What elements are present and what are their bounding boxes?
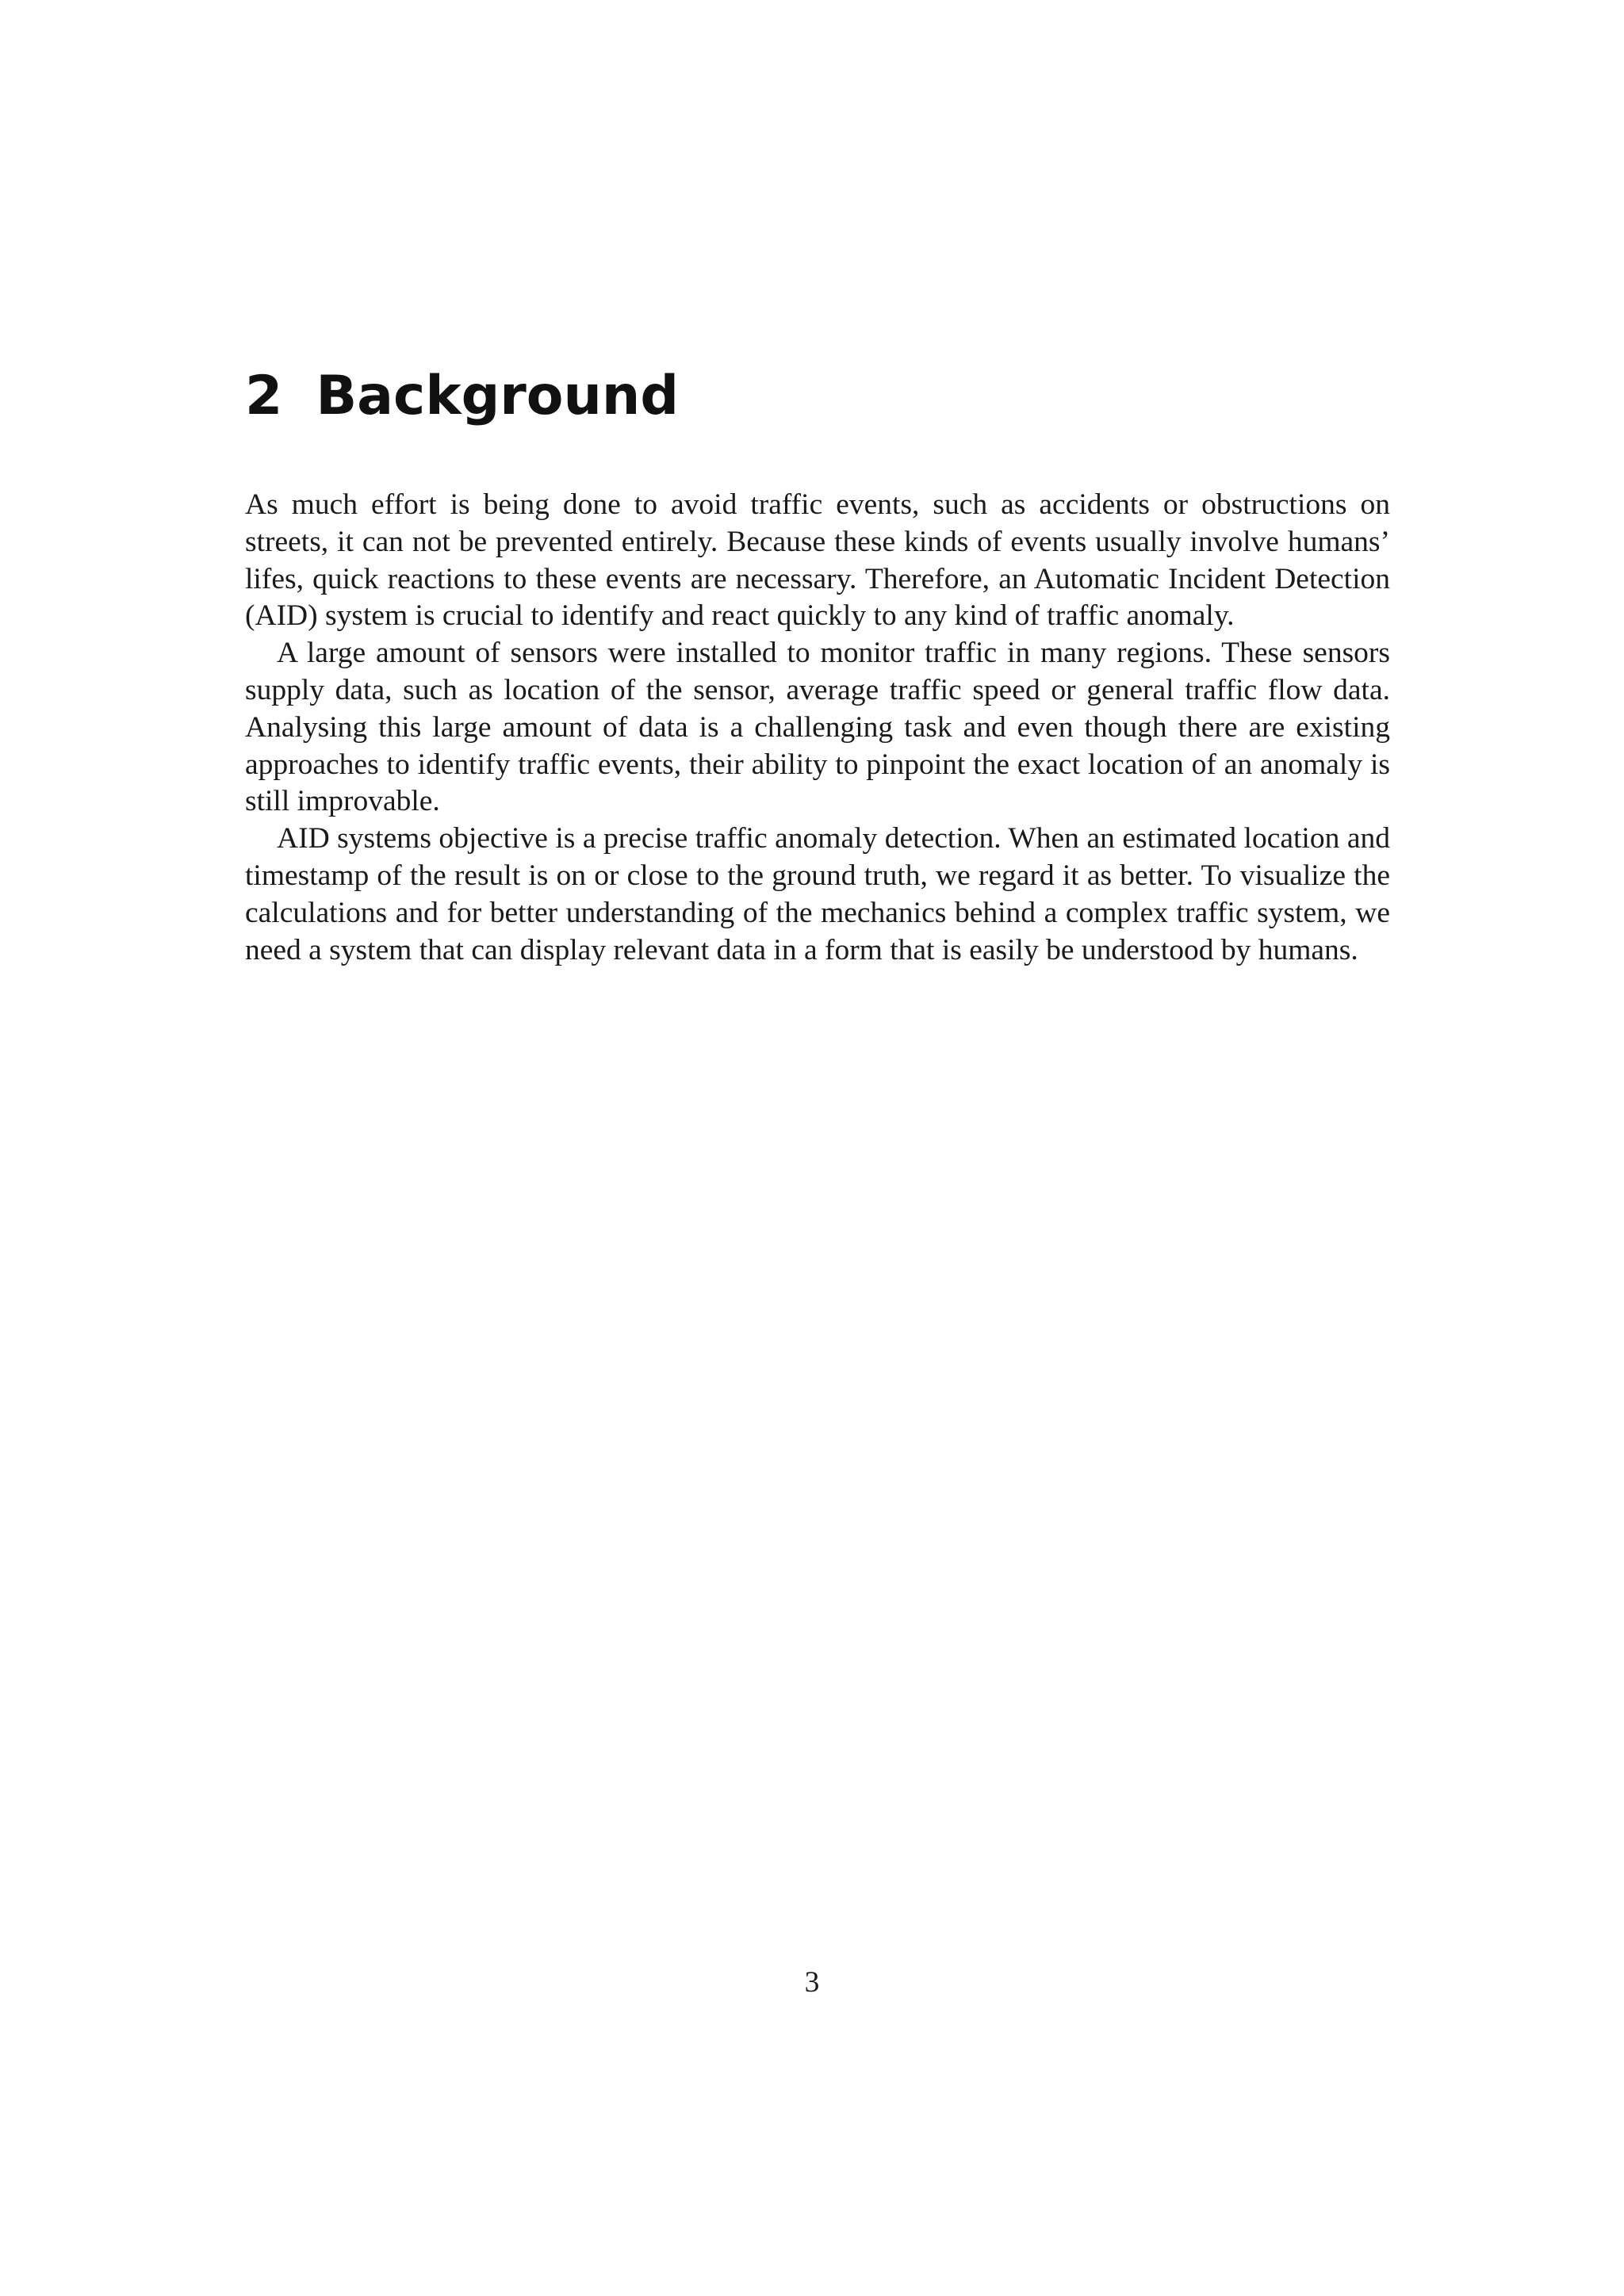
paragraph: A large amount of sensors were installed to monitor traffic in many regions. These sensors supply data, such as location of the sensor, average traffic speed or general traffic flow data. Analysing this large amount of data is a challenging task and even though there are existing approaches to identify traffic events, their ability to pinpoint the exact location of an anomaly is still improvable. <box>245 637 1390 818</box>
body-text <box>245 487 1390 969</box>
chapter-title: Background <box>316 365 679 427</box>
chapter-number: 2 <box>245 365 283 427</box>
page-number: 3 <box>804 1966 820 1999</box>
chapter-heading <box>245 358 679 434</box>
paragraph: As much effort is being done to avoid traffic events, such as accidents or obstructions on streets, it can not be prevented entirely. Because these kinds of events usually involve humans’ lifes, quick reactions to these events are necessary. Therefore, an Automatic Incident Detection (AID) system is crucial to identify and react quickly to any kind of traffic anomaly. <box>245 488 1390 633</box>
paragraph: AID systems objective is a precise traffic anomaly detection. When an estimated location and timestamp of the result is on or close to the ground truth, we regard it as better. To visualize the calculations and for better understanding of the mechanics behind a complex traffic system, we need a system that can display relevant data in a form that is easily be understood by humans. <box>245 822 1390 966</box>
